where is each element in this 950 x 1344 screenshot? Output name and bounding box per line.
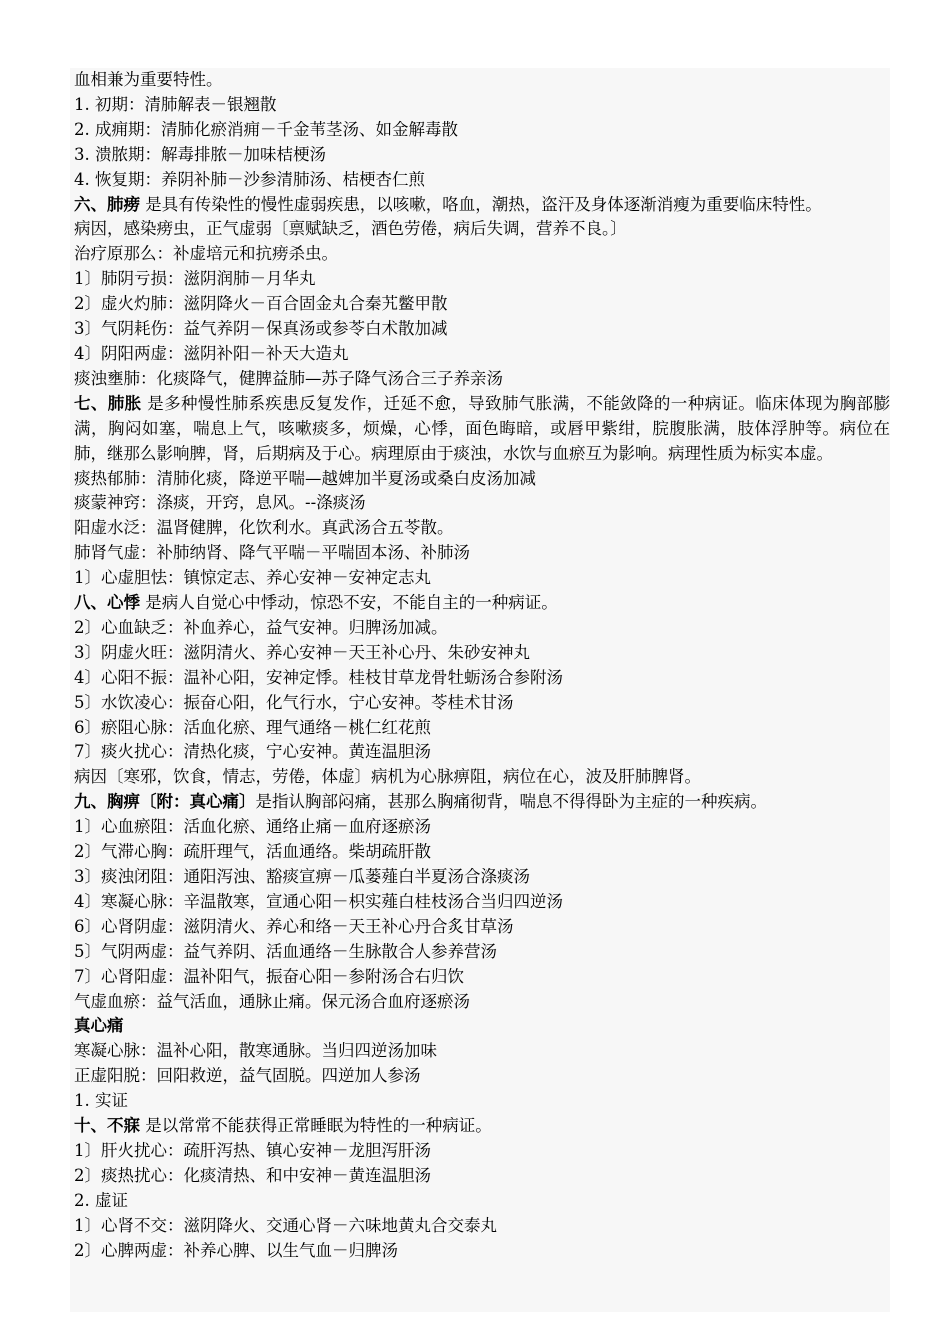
text-line: 病因，感染痨虫，正气虚弱〔禀赋缺乏，酒色劳倦，病后失调，营养不良。〕 <box>74 219 627 239</box>
section-text: 是以常常不能获得正常睡眠为特性的一种病证。 <box>140 1116 492 1136</box>
text-line: 正虚阳脱：回阳救逆，益气固脱。四逆加人参汤 <box>74 1066 421 1086</box>
text-line: 2. 成痈期：清肺化瘀消痈－千金苇茎汤、如金解毒散 <box>74 119 458 139</box>
text-line: 5〕水饮凌心：振奋心阳，化气行水，宁心安神。苓桂术甘汤 <box>74 692 514 712</box>
text-line: 肺肾气虚：补肺纳肾、降气平喘－平喘固本汤、补肺汤 <box>74 543 470 563</box>
section-six <box>74 193 890 218</box>
text-line: 2. 虚证 <box>74 1190 128 1210</box>
subsection-heading: 真心痛 <box>74 1016 124 1036</box>
section-nine <box>74 790 890 815</box>
text-line: 病因〔寒邪，饮食，情志，劳倦，体虚〕病机为心脉痹阻，病位在心，波及肝肺脾肾。 <box>74 767 701 787</box>
text-line: 痰浊壅肺：化痰降气，健脾益肺—苏子降气汤合三子养亲汤 <box>74 368 503 388</box>
text-line: 7〕痰火扰心：清热化痰，宁心安神。黄连温胆汤 <box>74 742 431 762</box>
section-heading: 六、肺痨 <box>74 194 140 214</box>
text-line: 2〕虚火灼肺：滋阴降火－百合固金丸合秦艽鳖甲散 <box>74 294 448 314</box>
text-line: 4〕心阳不振：温补心阳，安神定悸。桂枝甘草龙骨牡蛎汤合参附汤 <box>74 667 563 687</box>
text-line: 痰热郁肺：清肺化痰，降逆平喘—越婢加半夏汤或桑白皮汤加减 <box>74 468 536 488</box>
text-line: 3〕痰浊闭阻：通阳泻浊、豁痰宣痹－瓜蒌薤白半夏汤合涤痰汤 <box>74 867 530 886</box>
section-seven <box>74 392 890 467</box>
text-line: 血相兼为重要特性。 <box>74 70 223 89</box>
text-line: 4〕阴阳两虚：滋阴补阳－补天大造丸 <box>74 343 349 363</box>
text-line: 6〕瘀阻心脉：活血化瘀、理气通络－桃仁红花煎 <box>74 717 431 737</box>
text-line: 气虚血瘀：益气活血，通脉止痛。保元汤合血府逐瘀汤 <box>74 991 470 1011</box>
text-line: 寒凝心脉：温补心阳，散寒通脉。当归四逆汤加味 <box>74 1041 437 1061</box>
text-line: 1〕心血瘀阻：活血化瘀、通络止痛－血府逐瘀汤 <box>74 817 431 837</box>
text-line: 1. 初期：清肺解表－银翘散 <box>74 94 277 114</box>
section-text: 是具有传染性的慢性虚弱疾患，以咳嗽，咯血，潮热，盗汗及身体逐渐消瘦为重要临床特性。 <box>140 194 822 214</box>
section-eight <box>74 591 890 616</box>
text-line: 阳虚水泛：温肾健脾，化饮利水。真武汤合五苓散。 <box>74 518 454 538</box>
text-line: 治疗原那么：补虚培元和抗痨杀虫。 <box>74 244 338 264</box>
section-heading: 九、胸痹〔附：真心痛〕 <box>74 792 256 812</box>
text-line: 3〕气阴耗伤：益气养阴－保真汤或参苓白术散加减 <box>74 319 448 339</box>
text-line: 5〕气阴两虚：益气养阴、活血通络－生脉散合人参养营汤 <box>74 941 497 961</box>
section-heading: 八、心悸 <box>74 593 140 613</box>
text-line: 6〕心肾阴虚：滋阴清火、养心和络－天王补心丹合炙甘草汤 <box>74 916 514 936</box>
text-line: 1〕肝火扰心：疏肝泻热、镇心安神－龙胆泻肝汤 <box>74 1140 431 1160</box>
text-line: 1〕心虚胆怯：镇惊定志、养心安神－安神定志丸 <box>74 568 431 588</box>
document-body <box>74 68 890 1264</box>
text-line: 2〕心血缺乏：补血养心，益气安神。归脾汤加减。 <box>74 617 448 637</box>
section-text: 是指认胸部闷痛，甚那么胸痛彻背，喘息不得得卧为主症的一种疾病。 <box>255 792 767 812</box>
text-line: 7〕心肾阳虚：温补阳气，振奋心阳－参附汤合右归饮 <box>74 966 464 986</box>
text-line: 1〕肺阴亏损：滋阴润肺－月华丸 <box>74 269 316 289</box>
text-line: 2〕气滞心胸：疏肝理气，活血通络。柴胡疏肝散 <box>74 842 431 862</box>
text-line: 痰蒙神窍：涤痰，开窍，息风。--涤痰汤 <box>74 493 366 513</box>
section-heading: 七、肺胀 <box>74 393 142 413</box>
section-heading: 十、不寐 <box>74 1116 140 1136</box>
section-text: 是病人自觉心中悸动，惊恐不安，不能自主的一种病证。 <box>140 593 558 613</box>
text-line: 4. 恢复期：养阴补肺－沙参清肺汤、桔梗杏仁煎 <box>74 169 425 189</box>
text-line: 3. 溃脓期：解毒排脓－加味桔梗汤 <box>74 144 326 164</box>
text-line: 3〕阴虚火旺：滋阴清火、养心安神－天王补心丹、朱砂安神丸 <box>74 642 530 662</box>
text-line: 1. 实证 <box>74 1091 128 1111</box>
text-line: 4〕寒凝心脉：辛温散寒，宣通心阳－枳实薤白桂枝汤合当归四逆汤 <box>74 891 563 911</box>
text-line: 1〕心肾不交：滋阴降火、交通心肾－六味地黄丸合交泰丸 <box>74 1215 497 1235</box>
text-line: 2〕心脾两虚：补养心脾、以生气血－归脾汤 <box>74 1240 398 1260</box>
section-ten <box>74 1114 890 1139</box>
section-text: 是多种慢性肺系疾患反复发作，迁延不愈，导致肺气胀满，不能敛降的一种病证。临床体现为胸部膨满，胸闷如塞，喘息上气，咳嗽痰多，烦燥，心悸，面色晦暗，或唇甲紫绀，脘腹胀满，肢体浮肿等。病位在肺，继那么影响脾，肾，后期病及于心。病理原由于痰浊，水饮与血瘀互为影响。病理性质为标实本虚。 <box>74 393 890 463</box>
text-line: 2〕痰热扰心：化痰清热、和中安神－黄连温胆汤 <box>74 1165 431 1185</box>
